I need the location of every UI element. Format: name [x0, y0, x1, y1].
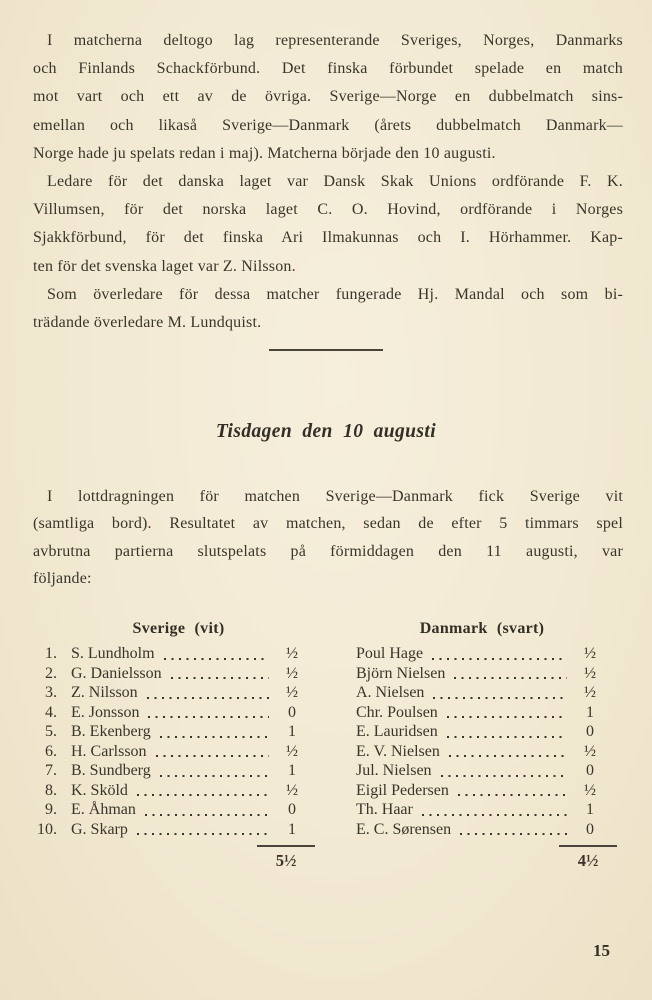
page-number: 15: [593, 941, 610, 960]
player-score: ½: [286, 781, 298, 799]
dot-leader: [147, 697, 269, 699]
player-score: ½: [584, 664, 596, 682]
danmark-total: [356, 845, 608, 871]
table-row: [33, 820, 310, 840]
table-row: [33, 800, 310, 820]
board-number: 3.: [45, 684, 57, 701]
player-score: 1: [586, 801, 594, 818]
player-score: 1: [288, 723, 296, 740]
dot-leader: [447, 716, 567, 718]
total-rule: [257, 845, 315, 847]
table-row: [356, 781, 608, 801]
total-score-sverige: 5½: [275, 851, 297, 870]
table-row: [33, 644, 310, 664]
player-name: Th. Haar: [356, 801, 413, 818]
player-score: 0: [288, 801, 296, 818]
intro-paragraph-1: I matcherna deltogo lag representerande Sveriges, Norges, Danmarks och Finlands Schackförbund. Det finska förbundet spelade en match mot vart och ett av de övriga. Sverige—Norge en dubbelmatch sins- emellan och likaså Sverige—Danmark (årets dubbelmatch Danmark— Norge hade ju spelats redan i maj). Matcherna började den 10 augusti.: [33, 32, 623, 162]
player-name: E. V. Nielsen: [356, 742, 440, 760]
table-row: [33, 683, 310, 703]
results-rows: [33, 644, 619, 839]
dot-leader: [164, 658, 269, 660]
player-name: G. Skarp: [71, 820, 128, 838]
dot-leader: [454, 677, 567, 679]
board-number: 9.: [45, 801, 57, 818]
dot-leader: [458, 794, 567, 796]
player-score: 0: [288, 703, 296, 721]
player-score: 0: [586, 762, 594, 779]
table-row: [356, 683, 608, 703]
player-name: Z. Nilsson: [71, 684, 138, 701]
dot-leader: [441, 775, 567, 777]
player-score: ½: [584, 684, 596, 701]
player-score: ½: [584, 781, 596, 799]
player-score: ½: [584, 645, 596, 662]
column-header-danmark: Danmark (svart): [419, 620, 545, 637]
player-name: Eigil Pedersen: [356, 781, 449, 799]
player-score: 0: [586, 820, 594, 838]
board-number: 1.: [45, 645, 57, 662]
section-divider-rule: [269, 349, 383, 351]
player-score: ½: [584, 742, 596, 760]
results-header-row: [33, 618, 619, 640]
total-score-danmark: 4½: [577, 851, 599, 870]
table-row: [33, 742, 310, 762]
dot-leader: [145, 814, 269, 816]
player-name: E. Åhman: [71, 801, 136, 818]
player-name: H. Carlsson: [71, 742, 147, 760]
player-score: ½: [286, 645, 298, 662]
table-row: [356, 703, 608, 723]
total-rule: [559, 845, 617, 847]
player-name: Jul. Nielsen: [356, 762, 432, 779]
table-row: [356, 742, 608, 762]
player-name: K. Sköld: [71, 781, 128, 799]
intro-paragraphs: [33, 27, 623, 337]
board-number: 10.: [37, 820, 57, 838]
dot-leader: [449, 755, 567, 757]
dot-leader: [156, 755, 269, 757]
danmark-column: [356, 644, 608, 839]
intro-paragraph-3: Som överledare för dessa matcher fungerade Hj. Mandal och som bi- trädande överledare M. Lundquist.: [33, 285, 623, 332]
dot-leader: [160, 775, 269, 777]
table-row: [356, 664, 608, 684]
player-name: Björn Nielsen: [356, 664, 446, 682]
player-name: E. C. Sørensen: [356, 820, 452, 838]
table-row: [33, 781, 310, 801]
results-totals-row: [33, 845, 619, 871]
board-number: 6.: [45, 742, 57, 760]
player-name: B. Sundberg: [71, 762, 151, 779]
table-row: [33, 664, 310, 684]
dot-leader: [171, 677, 269, 679]
board-number: 2.: [45, 664, 57, 682]
match-results-table: [33, 618, 619, 871]
player-name: B. Ekenberg: [71, 723, 151, 740]
player-score: 1: [586, 703, 594, 721]
board-number: 8.: [45, 781, 57, 799]
board-number: 5.: [45, 723, 57, 740]
table-row: [356, 644, 608, 664]
table-row: [33, 761, 310, 781]
dot-leader: [460, 833, 567, 835]
table-row: [356, 800, 608, 820]
section-heading: Tisdagen den 10 augusti: [215, 421, 437, 442]
player-name: E. Lauridsen: [356, 723, 438, 740]
dot-leader: [432, 658, 567, 660]
player-name: G. Danielsson: [71, 664, 162, 682]
dot-leader: [433, 697, 567, 699]
dot-leader: [160, 736, 269, 738]
player-name: Poul Hage: [356, 645, 424, 662]
board-number: 7.: [45, 762, 57, 779]
dot-leader: [422, 814, 567, 816]
player-score: ½: [286, 664, 298, 682]
section-paragraph-block: [33, 483, 623, 593]
dot-leader: [137, 833, 269, 835]
table-row: [356, 820, 608, 840]
column-header-sverige: Sverige (vit): [132, 620, 225, 637]
player-name: S. Lundholm: [71, 645, 155, 662]
section-paragraph: I lottdragningen för matchen Sverige—Danmark fick Sverige vit (samtliga bord). Resultatet av matchen, sedan de efter 5 timmars spel avbrutna partierna slutspelats på förmiddagen den 11 augusti, var följande:: [33, 488, 623, 588]
intro-paragraph-2: Ledare för det danska laget var Dansk Skak Unions ordförande F. K. Villumsen, för det norska laget C. O. Hovind, ordförande i Norges Sjakkförbund, för det finska Ari Ilmakunnas och I. Hörhammer. Kap- ten för det svenska laget var Z. Nilsson.: [33, 173, 623, 275]
player-name: E. Jonsson: [71, 703, 140, 721]
player-name: Chr. Poulsen: [356, 703, 438, 721]
player-score: 0: [586, 723, 594, 740]
player-score: 1: [288, 820, 296, 838]
sverige-column: [33, 644, 310, 839]
table-row: [356, 761, 608, 781]
dot-leader: [137, 794, 269, 796]
dot-leader: [447, 736, 567, 738]
player-score: 1: [288, 762, 296, 779]
table-row: [356, 722, 608, 742]
table-row: [33, 703, 310, 723]
sverige-total: [33, 845, 310, 871]
board-number: 4.: [45, 703, 57, 721]
player-score: ½: [286, 742, 298, 760]
table-row: [33, 722, 310, 742]
player-name: A. Nielsen: [356, 684, 425, 701]
player-score: ½: [286, 684, 298, 701]
dot-leader: [148, 716, 269, 718]
